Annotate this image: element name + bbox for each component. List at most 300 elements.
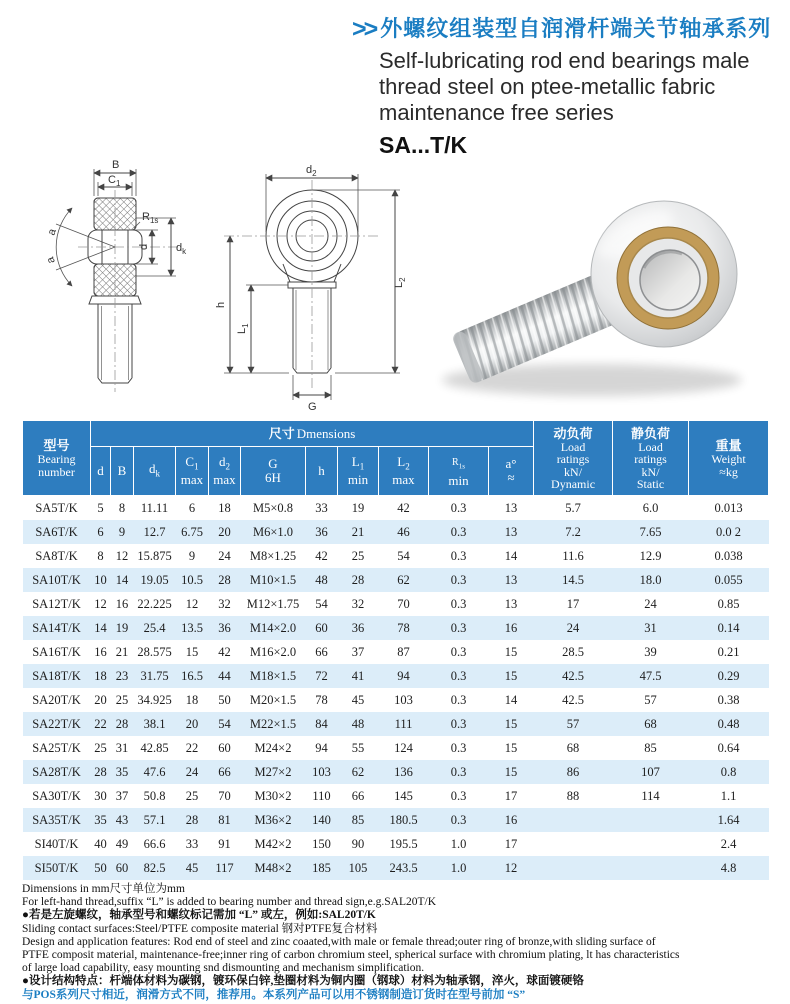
col-adeg: a° ≈ [489, 447, 534, 496]
value-cell: 23 [111, 664, 134, 688]
col-d: d [91, 447, 111, 496]
value-cell: 60 [111, 856, 134, 880]
value-cell [534, 832, 613, 856]
value-cell: 9 [176, 544, 209, 568]
value-cell: M14×2.0 [241, 616, 306, 640]
value-cell: 1.1 [689, 784, 769, 808]
page-title-english: Self-lubricating rod end bearings male thread steel on ptee-metallic fabric maintenance free series [379, 47, 750, 126]
bearing-number-cell: SA28T/K [23, 760, 91, 784]
static-load-label-zh: 静负荷 [631, 425, 671, 441]
value-cell: 1.0 [429, 832, 489, 856]
value-cell: 28 [111, 712, 134, 736]
value-cell: M20×1.5 [241, 688, 306, 712]
value-cell: 30 [91, 784, 111, 808]
value-cell: 42.5 [534, 664, 613, 688]
value-cell: 140 [306, 808, 338, 832]
value-cell [534, 856, 613, 880]
double-chevron-icon: >> [352, 15, 376, 43]
value-cell: 11.11 [134, 496, 176, 521]
value-cell: 78 [306, 688, 338, 712]
value-cell: 0.3 [429, 808, 489, 832]
value-cell: 0.038 [689, 544, 769, 568]
value-cell: 72 [306, 664, 338, 688]
value-cell: 57.1 [134, 808, 176, 832]
value-cell: 25 [111, 688, 134, 712]
col-h: h [306, 447, 338, 496]
dynamic-load-label-zh: 动负荷 [553, 425, 593, 441]
value-cell: 12.7 [134, 520, 176, 544]
value-cell: 15 [489, 664, 534, 688]
value-cell: 0.3 [429, 712, 489, 736]
svg-text:C1: $C_1$ [108, 174, 121, 188]
value-cell [613, 832, 689, 856]
table-row [23, 520, 769, 544]
value-cell: 46 [379, 520, 429, 544]
svg-text:B: B [112, 159, 120, 171]
value-cell: 45 [176, 856, 209, 880]
value-cell: 7.65 [613, 520, 689, 544]
value-cell: 39 [613, 640, 689, 664]
value-cell: 0.3 [429, 520, 489, 544]
section-view-diagram [28, 156, 230, 414]
value-cell: 110 [306, 784, 338, 808]
table-row [23, 568, 769, 592]
value-cell: 12 [111, 544, 134, 568]
value-cell: 20 [209, 520, 241, 544]
note-line: PTFE composit material, maintenance-free;inner ring of carbon chromium steel, spherical surface with chromium plating, lt has characteristics [22, 949, 680, 962]
value-cell: 17 [489, 784, 534, 808]
value-cell: M10×1.5 [241, 568, 306, 592]
bearing-number-cell: SA16T/K [23, 640, 91, 664]
value-cell: 54 [306, 592, 338, 616]
value-cell: 47.6 [134, 760, 176, 784]
value-cell: 19 [111, 616, 134, 640]
value-cell: 6 [176, 496, 209, 521]
bearing-number-cell: SA22T/K [23, 712, 91, 736]
value-cell: 15 [176, 640, 209, 664]
value-cell: 16 [111, 592, 134, 616]
value-cell: 28 [338, 568, 379, 592]
bearing-number-cell: SA30T/K [23, 784, 91, 808]
value-cell: 62 [379, 568, 429, 592]
value-cell: 0.29 [689, 664, 769, 688]
col-d2: $d_2$ max [209, 447, 241, 496]
col-dk: $d_k$ [134, 447, 176, 496]
table-row [23, 736, 769, 760]
col-L2: $L_2$ max [379, 447, 429, 496]
value-cell: 85 [613, 736, 689, 760]
value-cell: 24 [176, 760, 209, 784]
value-cell: 19 [338, 496, 379, 521]
value-cell: 114 [613, 784, 689, 808]
value-cell: 1.0 [429, 856, 489, 880]
col-R1s: $R_{1s}$ min [429, 447, 489, 496]
value-cell: 66.6 [134, 832, 176, 856]
value-cell: 103 [306, 760, 338, 784]
value-cell: 0.3 [429, 736, 489, 760]
value-cell: 60 [209, 736, 241, 760]
value-cell: 12 [489, 856, 534, 880]
value-cell: 9 [111, 520, 134, 544]
value-cell: 15 [489, 640, 534, 664]
value-cell: 19.05 [134, 568, 176, 592]
value-cell: 33 [306, 496, 338, 521]
value-cell: 48 [338, 712, 379, 736]
bearing-number-cell: SA14T/K [23, 616, 91, 640]
note-line: of large load capability, easy mounting snd dismounting and mechanism simplification. [22, 962, 425, 975]
value-cell: 14 [489, 544, 534, 568]
value-cell: 150 [306, 832, 338, 856]
value-cell: 22.225 [134, 592, 176, 616]
value-cell: 14 [489, 688, 534, 712]
header-block [352, 16, 782, 159]
value-cell: 28.5 [534, 640, 613, 664]
value-cell: 22 [91, 712, 111, 736]
value-cell: 25.4 [134, 616, 176, 640]
table-row [23, 808, 769, 832]
value-cell: 13 [489, 496, 534, 521]
value-cell: 21 [111, 640, 134, 664]
value-cell: 31.75 [134, 664, 176, 688]
value-cell: 24 [613, 592, 689, 616]
value-cell: 0.3 [429, 568, 489, 592]
spec-table [22, 420, 769, 880]
bearing-number-cell: SA35T/K [23, 808, 91, 832]
value-cell: 28 [209, 568, 241, 592]
svg-text:L1: $L_1$ [236, 323, 250, 334]
series-code: SA...T/K [379, 131, 468, 158]
value-cell: M18×1.5 [241, 664, 306, 688]
value-cell: 16 [91, 640, 111, 664]
value-cell: 88 [534, 784, 613, 808]
value-cell: 48 [306, 568, 338, 592]
value-cell: 24 [534, 616, 613, 640]
value-cell: 25 [176, 784, 209, 808]
value-cell: M12×1.75 [241, 592, 306, 616]
value-cell: 0.3 [429, 592, 489, 616]
value-cell: 5.7 [534, 496, 613, 521]
value-cell: 117 [209, 856, 241, 880]
value-cell: 8 [111, 496, 134, 521]
value-cell: M27×2 [241, 760, 306, 784]
col-weight [689, 421, 769, 496]
value-cell [534, 808, 613, 832]
value-cell: 13 [489, 568, 534, 592]
value-cell: 41 [338, 664, 379, 688]
value-cell: 68 [534, 736, 613, 760]
table-row [23, 712, 769, 736]
value-cell: 124 [379, 736, 429, 760]
value-cell [613, 856, 689, 880]
value-cell: 33 [176, 832, 209, 856]
value-cell: 6 [91, 520, 111, 544]
value-cell: 0.013 [689, 496, 769, 521]
value-cell: 18 [209, 496, 241, 521]
value-cell: 195.5 [379, 832, 429, 856]
value-cell: 22 [176, 736, 209, 760]
bearing-number-label-en: Bearing number [37, 452, 76, 479]
value-cell: 42 [379, 496, 429, 521]
value-cell: 15 [489, 736, 534, 760]
value-cell: 107 [613, 760, 689, 784]
value-cell: 21 [338, 520, 379, 544]
table-row [23, 784, 769, 808]
value-cell: 4.8 [689, 856, 769, 880]
value-cell: 10 [91, 568, 111, 592]
value-cell: 66 [306, 640, 338, 664]
col-L1: $L_1$ min [338, 447, 379, 496]
value-cell: 13 [489, 592, 534, 616]
bearing-head [590, 200, 737, 347]
bearing-number-cell: SA6T/K [23, 520, 91, 544]
col-dynamic-load [534, 421, 613, 496]
table-row [23, 664, 769, 688]
table-row [23, 616, 769, 640]
note-line: Sliding contact surfaces:Steel/PTFE composite material 钢对PTFE复合材料 [22, 922, 378, 935]
col-B: B [111, 447, 134, 496]
title-row [352, 16, 782, 44]
value-cell: 14 [91, 616, 111, 640]
value-cell: 15.875 [134, 544, 176, 568]
col-static-load [613, 421, 689, 496]
value-cell: 57 [534, 712, 613, 736]
dynamic-load-label-en: Load ratings kN/ Dynamic [551, 439, 596, 491]
dimensions-header [91, 421, 534, 447]
value-cell: 180.5 [379, 808, 429, 832]
bearing-number-cell: SI50T/K [23, 856, 91, 880]
value-cell: 145 [379, 784, 429, 808]
value-cell: 0.85 [689, 592, 769, 616]
svg-text:a: a [44, 255, 58, 266]
table-row [23, 832, 769, 856]
note-line: ●设计结构特点：杆端体材料为碳钢，镀环保白锌,垫圈材料为铜内圈（钢球）材料为轴承钢，淬火，球面镀硬铬 [22, 975, 584, 988]
bearing-number-cell: SA5T/K [23, 496, 91, 521]
page-title-chinese: 外螺纹组装型自润滑杆端关节轴承系列 [380, 16, 772, 41]
value-cell: 14.5 [534, 568, 613, 592]
value-cell: 12.9 [613, 544, 689, 568]
value-cell: 50.8 [134, 784, 176, 808]
svg-text:d2: $d_2$ [306, 164, 317, 178]
bearing-number-cell: SA8T/K [23, 544, 91, 568]
value-cell: 0.48 [689, 712, 769, 736]
value-cell: 16 [489, 808, 534, 832]
value-cell: 13.5 [176, 616, 209, 640]
value-cell: 38.1 [134, 712, 176, 736]
value-cell: 60 [306, 616, 338, 640]
table-row [23, 544, 769, 568]
value-cell: M24×2 [241, 736, 306, 760]
bearing-number-cell: SI40T/K [23, 832, 91, 856]
value-cell: 24 [209, 544, 241, 568]
value-cell: M22×1.5 [241, 712, 306, 736]
svg-text:d: d [138, 243, 150, 250]
weight-label-zh: 重量 [715, 438, 742, 453]
svg-text:G: G [308, 401, 317, 413]
value-cell: 94 [379, 664, 429, 688]
value-cell: 91 [209, 832, 241, 856]
value-cell: 28 [176, 808, 209, 832]
value-cell: 105 [338, 856, 379, 880]
value-cell: M48×2 [241, 856, 306, 880]
svg-text:h: h [215, 301, 227, 308]
value-cell: 66 [209, 760, 241, 784]
svg-text:a: a [45, 227, 59, 238]
value-cell: 28.575 [134, 640, 176, 664]
value-cell: 50 [209, 688, 241, 712]
value-cell: 50 [91, 856, 111, 880]
value-cell: 90 [338, 832, 379, 856]
value-cell: 0.38 [689, 688, 769, 712]
svg-text:L2: $L_2$ [393, 277, 407, 288]
value-cell: 28 [91, 760, 111, 784]
value-cell: 0.3 [429, 688, 489, 712]
value-cell: 2.4 [689, 832, 769, 856]
value-cell: 87 [379, 640, 429, 664]
col-G: G 6H [241, 447, 306, 496]
note-line: ●若是左旋螺纹，轴承型号和螺纹标记需加 “L” 或左，例如:SAL20T/K [22, 909, 376, 922]
value-cell: 54 [209, 712, 241, 736]
value-cell: 18 [176, 688, 209, 712]
value-cell: M16×2.0 [241, 640, 306, 664]
value-cell: 0.64 [689, 736, 769, 760]
value-cell: 35 [91, 808, 111, 832]
dimensions-label-zh: 尺寸 [268, 425, 295, 441]
value-cell: 103 [379, 688, 429, 712]
value-cell: 10.5 [176, 568, 209, 592]
front-view-diagram [210, 156, 438, 414]
value-cell: 111 [379, 712, 429, 736]
note-line: Dimensions in mm尺寸单位为mm [22, 883, 185, 895]
value-cell: 62 [338, 760, 379, 784]
value-cell: 81 [209, 808, 241, 832]
note-line: Design and application features: Rod end of steel and zinc coaated,with male or female thread;outer ring of bronze,with sliding surface of [22, 935, 656, 948]
value-cell: M36×2 [241, 808, 306, 832]
value-cell: 45 [338, 688, 379, 712]
table-row [23, 496, 769, 521]
value-cell: 42 [306, 544, 338, 568]
value-cell: 13 [489, 520, 534, 544]
value-cell: 36 [338, 616, 379, 640]
value-cell: 0.055 [689, 568, 769, 592]
product-photo [432, 172, 784, 419]
value-cell: 36 [306, 520, 338, 544]
value-cell: 17 [534, 592, 613, 616]
svg-text:dk: $d_k$ [176, 242, 187, 256]
value-cell: 16.5 [176, 664, 209, 688]
bearing-number-cell: SA12T/K [23, 592, 91, 616]
dim-R1s [134, 211, 158, 228]
col-bearing-number [23, 421, 91, 496]
value-cell: 11.6 [534, 544, 613, 568]
value-cell: 40 [91, 832, 111, 856]
value-cell: 8 [91, 544, 111, 568]
value-cell: 0.3 [429, 616, 489, 640]
value-cell: 44 [209, 664, 241, 688]
value-cell: 37 [111, 784, 134, 808]
value-cell: 136 [379, 760, 429, 784]
value-cell: 20 [91, 688, 111, 712]
value-cell: 57 [613, 688, 689, 712]
value-cell: 0.21 [689, 640, 769, 664]
value-cell: 82.5 [134, 856, 176, 880]
table-row [23, 592, 769, 616]
static-load-label-en: Load ratings kN/ Static [634, 439, 667, 491]
value-cell: 0.8 [689, 760, 769, 784]
value-cell: 0.3 [429, 784, 489, 808]
value-cell: M30×2 [241, 784, 306, 808]
value-cell: 25 [91, 736, 111, 760]
value-cell: 14 [111, 568, 134, 592]
value-cell: 243.5 [379, 856, 429, 880]
value-cell: 70 [379, 592, 429, 616]
value-cell: 12 [176, 592, 209, 616]
value-cell: 42 [209, 640, 241, 664]
svg-text:R1s: $R_{1s}$ [142, 211, 159, 225]
value-cell: 20 [176, 712, 209, 736]
value-cell: 35 [111, 760, 134, 784]
col-C1: $C_1$ max [176, 447, 209, 496]
value-cell: 6.75 [176, 520, 209, 544]
value-cell: M6×1.0 [241, 520, 306, 544]
value-cell: 32 [209, 592, 241, 616]
table-row [23, 688, 769, 712]
value-cell: 68 [613, 712, 689, 736]
dimensions-label-en: Dmensions [296, 425, 356, 441]
value-cell: M8×1.25 [241, 544, 306, 568]
value-cell: 15 [489, 712, 534, 736]
value-cell: M5×0.8 [241, 496, 306, 521]
value-cell: 31 [613, 616, 689, 640]
note-line: For left-hand thread,suffix “L” is added to bearing number and thread sign,e.g.SAL20T/K [22, 896, 436, 909]
value-cell: 7.2 [534, 520, 613, 544]
value-cell: 0.14 [689, 616, 769, 640]
value-cell: 17 [489, 832, 534, 856]
bearing-number-label-zh: 型号 [43, 438, 70, 453]
bearing-number-cell: SA10T/K [23, 568, 91, 592]
value-cell: 15 [489, 760, 534, 784]
value-cell: 54 [379, 544, 429, 568]
bearing-number-cell: SA25T/K [23, 736, 91, 760]
value-cell: 1.64 [689, 808, 769, 832]
value-cell: 16 [489, 616, 534, 640]
value-cell: 5 [91, 496, 111, 521]
value-cell: 0.3 [429, 664, 489, 688]
value-cell: 6.0 [613, 496, 689, 521]
value-cell: 25 [338, 544, 379, 568]
value-cell [613, 808, 689, 832]
value-cell: 78 [379, 616, 429, 640]
value-cell: 84 [306, 712, 338, 736]
value-cell: 32 [338, 592, 379, 616]
bearing-number-cell: SA18T/K [23, 664, 91, 688]
value-cell: 86 [534, 760, 613, 784]
value-cell: 43 [111, 808, 134, 832]
notes-section [22, 883, 774, 1002]
bearing-number-cell: SA20T/K [23, 688, 91, 712]
value-cell: 94 [306, 736, 338, 760]
value-cell: 36 [209, 616, 241, 640]
value-cell: 12 [91, 592, 111, 616]
weight-label-en: Weight ≈kg [711, 452, 746, 479]
table-row [23, 856, 769, 880]
value-cell: 0.3 [429, 640, 489, 664]
table-body [23, 496, 769, 881]
value-cell: 0.3 [429, 544, 489, 568]
value-cell: 18 [91, 664, 111, 688]
value-cell: 66 [338, 784, 379, 808]
table-row [23, 760, 769, 784]
value-cell: 37 [338, 640, 379, 664]
